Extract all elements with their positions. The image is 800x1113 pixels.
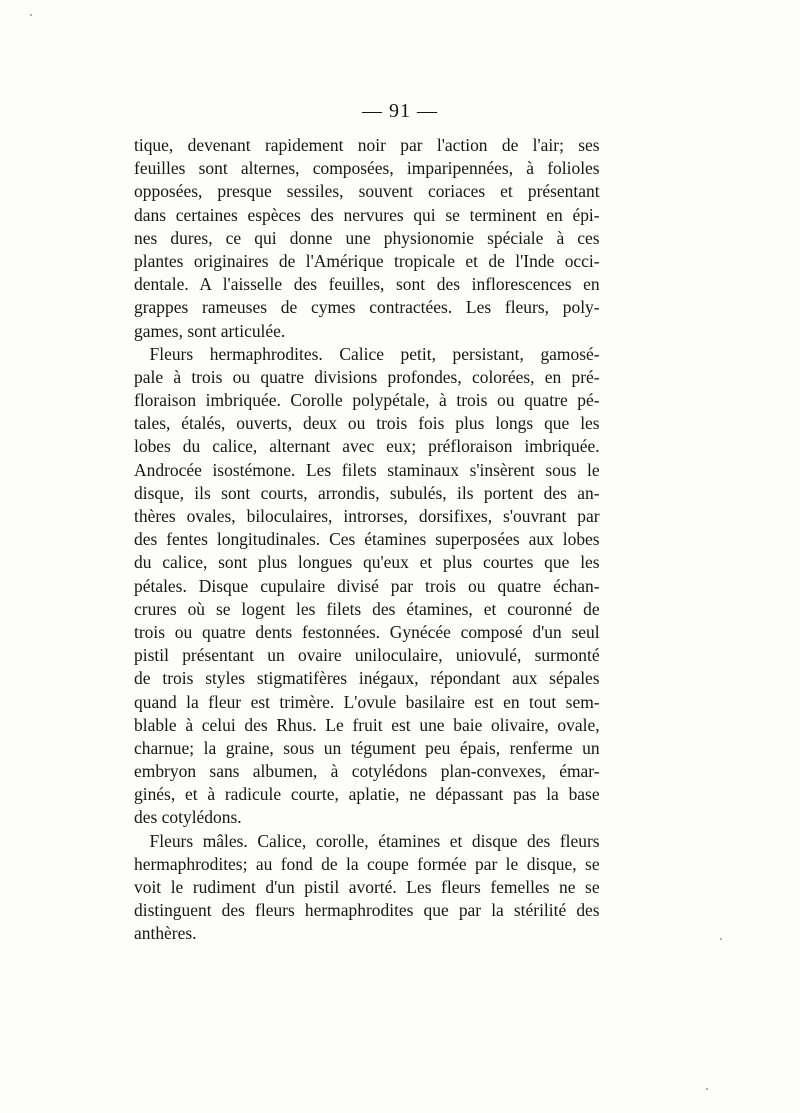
text-line: charnue; la graine, sous un tégument peu épais, renferme un [134, 737, 600, 758]
text-line: nes dures, ce qui donne une physionomie spéciale à ces [134, 227, 600, 248]
text-line: du calice, sont plus longues qu'eux et plus courtes que les [134, 552, 600, 573]
text-line: distinguent des fleurs hermaphrodites que par la stérilité des [134, 900, 600, 921]
text-line: ginés, et à radicule courte, aplatie, ne dépassant pas la base [134, 784, 600, 805]
text-line: thères ovales, biloculaires, introrses, dorsifixes, s'ouvrant par [134, 506, 600, 526]
text-line: blable à celui des Rhus. Le fruit est une baie olivaire, ovale, [134, 714, 600, 735]
paper-speck [706, 1088, 708, 1090]
text-line: pale à trois ou quatre divisions profondes, colorées, en pré- [134, 366, 600, 387]
text-line: Androcée isostémone. Les filets staminaux s'insèrent sous le [134, 459, 600, 480]
text-line: Fleurs hermaphrodites. Calice petit, persistant, gamosé- [149, 343, 600, 364]
text-line: opposées, presque sessiles, souvent coriaces et présentant [134, 181, 600, 202]
text-line: quand la fleur est trimère. L'ovule basilaire est en tout sem- [134, 691, 600, 712]
text-line: des cotylédons. [134, 807, 242, 828]
text-line: dentale. A l'aisselle des feuilles, sont des inflorescences en [134, 274, 600, 295]
text-line: plantes originaires de l'Amérique tropicale et de l'Inde occi- [134, 250, 600, 271]
text-line: tique, devenant rapidement noir par l'action de l'air; ses [134, 135, 600, 155]
text-line: voit le rudiment d'un pistil avorté. Les fleurs femelles ne se [134, 877, 600, 897]
text-line: pétales. Disque cupulaire divisé par trois ou quatre échan- [134, 575, 600, 596]
text-line: grappes rameuses de cymes contractées. Les fleurs, poly- [134, 297, 600, 318]
text-line: feuilles sont alternes, composées, imparipennées, à folioles [134, 158, 600, 179]
text-line: anthères. [134, 923, 197, 944]
text-line: trois ou quatre dents festonnées. Gynécée composé d'un seul [134, 621, 600, 642]
text-line: Fleurs mâles. Calice, corolle, étamines et disque des fleurs [149, 830, 600, 851]
text-line: dans certaines espèces des nervures qui se terminent en épi- [134, 204, 600, 225]
text-line: floraison imbriquée. Corolle polypétale, à trois ou quatre pé- [134, 390, 600, 411]
body-text [134, 134, 614, 946]
text-line: hermaphrodites; au fond de la coupe formée par le disque, se [134, 853, 600, 874]
text-line: tales, étalés, ouverts, deux ou trois fois plus longs que les [134, 413, 600, 434]
text-line: embryon sans albumen, à cotylédons plan-convexes, émar- [134, 761, 600, 782]
paper-speck [30, 14, 32, 16]
text-line: pistil présentant un ovaire uniloculaire, uniovulé, surmonté [134, 645, 600, 666]
text-line: lobes du calice, alternant avec eux; préfloraison imbriquée. [134, 436, 600, 457]
text-line: des fentes longitudinales. Ces étamines superposées aux lobes [134, 529, 600, 550]
paper-speck [720, 938, 722, 940]
text-line: de trois styles stigmatifères inégaux, répondant aux sépales [134, 668, 600, 689]
text-line: games, sont articulée. [134, 320, 286, 341]
page-number: — 91 — [362, 100, 438, 122]
text-line: disque, ils sont courts, arrondis, subulés, ils portent des an- [134, 482, 600, 503]
text-line: crures où se logent les filets des étamines, et couronné de [134, 598, 600, 619]
